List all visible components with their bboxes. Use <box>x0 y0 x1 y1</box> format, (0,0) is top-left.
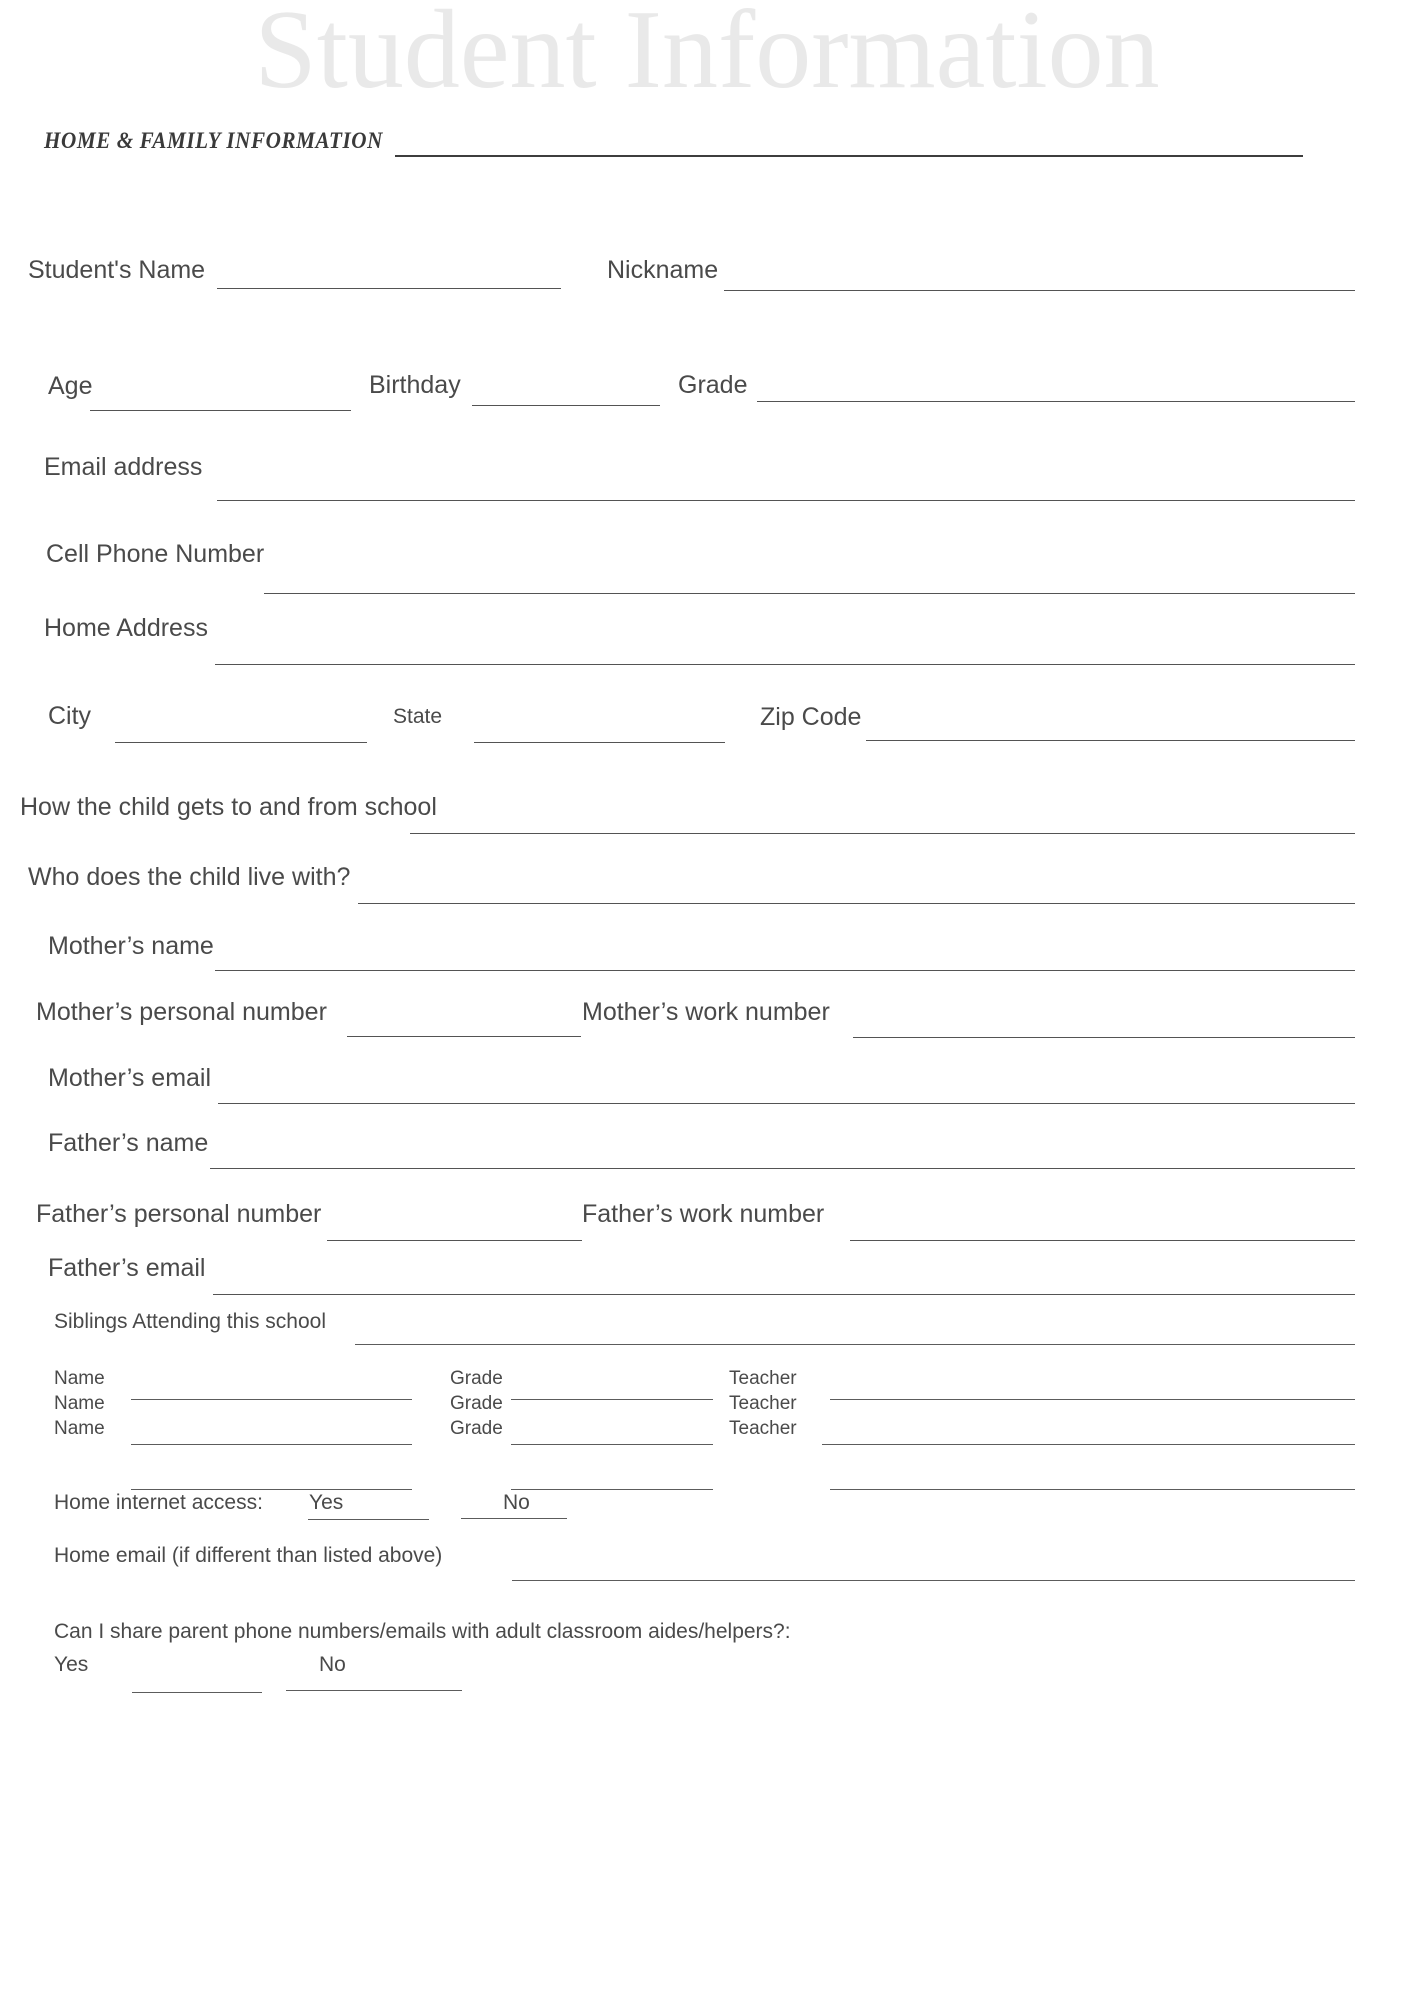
input-line-mothers-personal-number[interactable] <box>347 1036 581 1037</box>
label-sibling-grade-2: Grade <box>450 1393 503 1414</box>
label-share-consent: Can I share parent phone numbers/emails with adult classroom aides/helpers?: <box>54 1620 791 1643</box>
page-title: Student Information <box>254 0 1160 112</box>
label-nickname: Nickname <box>607 256 719 284</box>
label-sibling-name-2: Name <box>54 1393 105 1414</box>
input-line-sibling-teacher-1[interactable] <box>830 1399 1355 1400</box>
label-mothers-name: Mother’s name <box>48 932 214 960</box>
label-fathers-personal-number: Father’s personal number <box>36 1200 322 1228</box>
input-line-internet-no[interactable] <box>461 1518 567 1519</box>
input-line-sibling-name-1[interactable] <box>131 1399 412 1400</box>
label-students-name: Student's Name <box>28 256 206 284</box>
input-line-grade[interactable] <box>757 401 1355 402</box>
input-line-students-name[interactable] <box>217 288 561 289</box>
input-line-internet-yes[interactable] <box>308 1519 429 1520</box>
input-line-home-email-alt[interactable] <box>512 1580 1355 1581</box>
input-line-sibling-name-3[interactable] <box>131 1489 412 1490</box>
input-line-sibling-teacher-2[interactable] <box>822 1444 1355 1445</box>
label-home-address: Home Address <box>44 614 208 642</box>
section-heading-home-family: HOME & FAMILY INFORMATION <box>44 128 383 153</box>
label-internet-no: No <box>503 1491 530 1514</box>
label-city: City <box>48 702 92 730</box>
input-line-fathers-work-number[interactable] <box>850 1240 1355 1241</box>
input-line-sibling-grade-2[interactable] <box>511 1444 713 1445</box>
label-lives-with: Who does the child live with? <box>28 863 351 891</box>
label-transport-to-school: How the child gets to and from school <box>20 793 437 821</box>
label-mothers-email: Mother’s email <box>48 1064 212 1092</box>
label-fathers-name: Father’s name <box>48 1129 209 1157</box>
label-mothers-personal-number: Mother’s personal number <box>36 998 327 1026</box>
label-sibling-teacher-1: Teacher <box>729 1368 797 1389</box>
input-line-mothers-email[interactable] <box>218 1103 1355 1104</box>
label-sibling-teacher-2: Teacher <box>729 1393 797 1414</box>
label-age: Age <box>48 372 93 400</box>
input-line-lives-with[interactable] <box>358 903 1355 904</box>
input-line-share-no[interactable] <box>286 1690 462 1691</box>
label-fathers-work-number: Father’s work number <box>582 1200 825 1228</box>
label-email-address: Email address <box>44 453 203 481</box>
input-line-email-address[interactable] <box>217 500 1355 501</box>
input-line-share-yes[interactable] <box>132 1692 262 1693</box>
input-line-siblings-attending[interactable] <box>355 1344 1355 1345</box>
label-share-yes: Yes <box>54 1653 89 1676</box>
input-line-transport-to-school[interactable] <box>410 833 1355 834</box>
input-line-nickname[interactable] <box>724 290 1355 291</box>
input-line-age[interactable] <box>90 410 351 411</box>
input-line-sibling-grade-1[interactable] <box>511 1399 713 1400</box>
input-line-state[interactable] <box>474 742 725 743</box>
label-sibling-grade-3: Grade <box>450 1418 503 1439</box>
label-zip-code: Zip Code <box>760 703 862 731</box>
section-heading-rule <box>395 155 1303 157</box>
label-sibling-name-1: Name <box>54 1368 105 1389</box>
label-siblings-attending: Siblings Attending this school <box>54 1310 327 1333</box>
label-home-email-alt: Home email (if different than listed above) <box>54 1544 443 1567</box>
input-line-sibling-grade-3[interactable] <box>511 1489 713 1490</box>
input-line-fathers-personal-number[interactable] <box>327 1240 582 1241</box>
input-line-birthday[interactable] <box>472 405 660 406</box>
label-grade: Grade <box>678 371 748 399</box>
label-sibling-teacher-3: Teacher <box>729 1418 797 1439</box>
label-sibling-name-3: Name <box>54 1418 105 1439</box>
input-line-home-address[interactable] <box>215 664 1355 665</box>
label-internet-yes: Yes <box>309 1491 344 1514</box>
label-mothers-work-number: Mother’s work number <box>582 998 830 1026</box>
label-fathers-email: Father’s email <box>48 1254 206 1282</box>
input-line-sibling-teacher-3[interactable] <box>830 1489 1355 1490</box>
label-state: State <box>393 705 443 728</box>
input-line-cell-phone-number[interactable] <box>264 593 1355 594</box>
input-line-fathers-name[interactable] <box>210 1168 1355 1169</box>
input-line-fathers-email[interactable] <box>213 1294 1355 1295</box>
input-line-city[interactable] <box>115 742 367 743</box>
label-share-no: No <box>319 1653 346 1676</box>
label-home-internet-access: Home internet access: <box>54 1491 263 1514</box>
input-line-sibling-name-2[interactable] <box>131 1444 412 1445</box>
input-line-mothers-work-number[interactable] <box>853 1037 1355 1038</box>
input-line-zip-code[interactable] <box>866 740 1355 741</box>
label-sibling-grade-1: Grade <box>450 1368 503 1389</box>
label-birthday: Birthday <box>369 371 461 399</box>
label-cell-phone-number: Cell Phone Number <box>46 540 265 568</box>
input-line-mothers-name[interactable] <box>215 970 1355 971</box>
